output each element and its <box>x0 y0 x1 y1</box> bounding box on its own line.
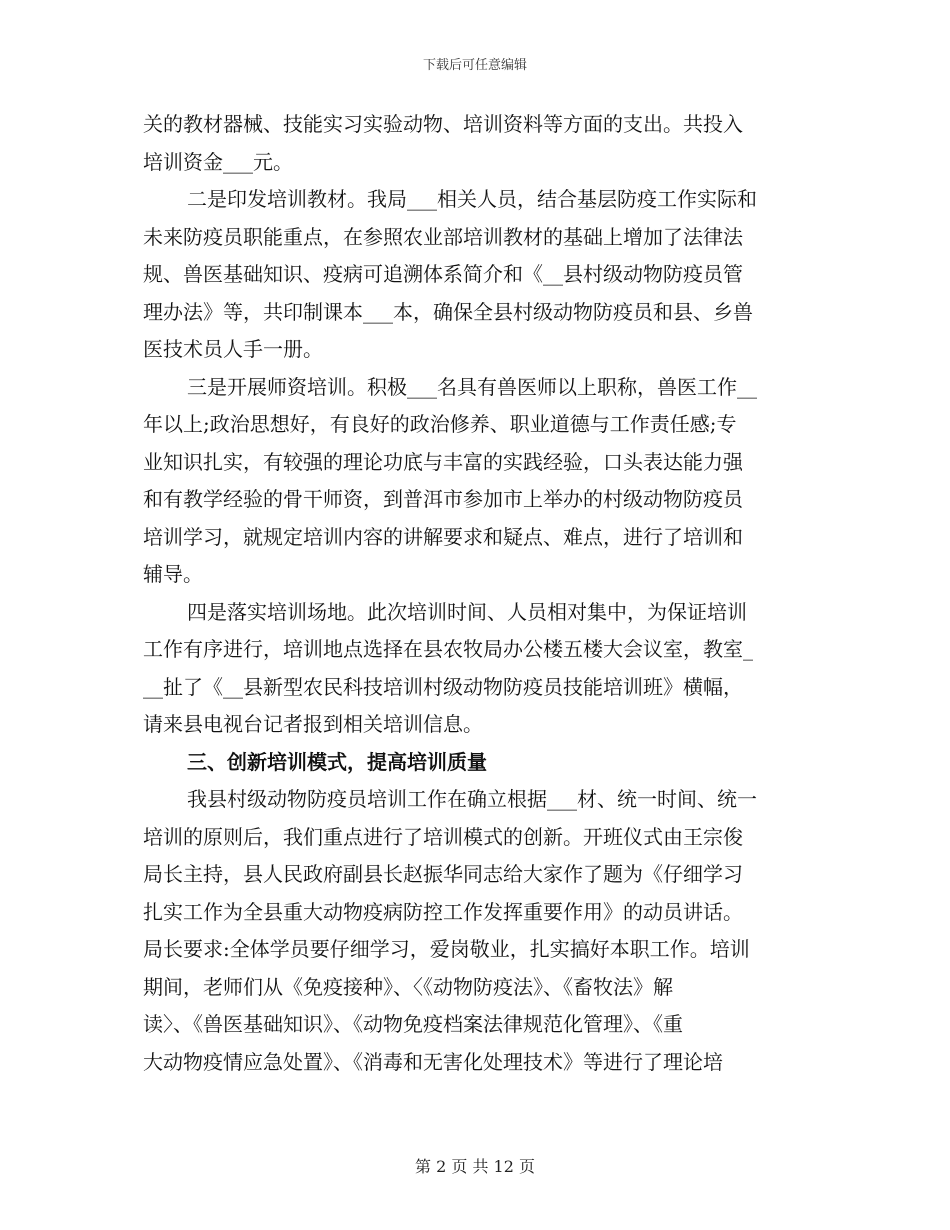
text-line: 规、兽医基础知识、疫病可追溯体系简介和《__县村级动物防疫员管 <box>143 262 743 286</box>
text-line: 辅导。 <box>143 562 203 586</box>
text-line: 业知识扎实，有较强的理论功底与丰富的实践经验，口头表达能力强 <box>143 449 743 474</box>
text-line: 和有教学经验的骨干师资，到普洱市参加市上举办的村级动物防疫员 <box>143 487 743 511</box>
text-line: 医技术员人手一册。 <box>143 337 323 361</box>
text-line: 大动物疫情应急处置》、《消毒和无害化处理技术》等进行了理论培 <box>143 1049 723 1074</box>
document-body <box>143 106 808 1081</box>
paragraph-start-line: 四是落实培训场地。此次培训时间、人员相对集中，为保证培训 <box>187 599 747 624</box>
paragraph-start-line: 二是印发培训教材。我局___相关人员，结合基层防疫工作实际和 <box>187 187 757 211</box>
text-line: 期间，老师们从《免疫接种》、〈《动物防疫法》、《畜牧法》解 <box>143 974 673 999</box>
text-line: 培训资金___元。 <box>143 149 293 174</box>
text-line: 理办法》等，共印制课本___本，确保全县村级动物防疫员和县、乡兽 <box>143 299 753 324</box>
text-line: 请来县电视台记者报到相关培训信息。 <box>143 712 483 736</box>
text-line: 扎实工作为全县重大动物疫病防控工作发挥重要作用》的动员讲话。 <box>143 899 743 924</box>
text-line: 局长要求:全体学员要仔细学习，爱岗敬业，扎实搞好本职工作。培训 <box>143 937 750 961</box>
text-line: __扯了《__县新型农民科技培训村级动物防疫员技能培训班》横幅， <box>143 674 743 699</box>
text-line: 关的教材器械、技能实习实验动物、培训资料等方面的支出。共投入 <box>143 112 743 136</box>
text-line: 局长主持，县人民政府副县长赵振华同志给大家作了题为《仔细学习 <box>143 862 743 886</box>
paragraph-start-line: 三是开展师资培训。积极___名具有兽医师以上职称，兽医工作__ <box>187 374 757 399</box>
text-line: 培训学习，就规定培训内容的讲解要求和疑点、难点，进行了培训和 <box>143 524 743 549</box>
text-line: 年以上;政治思想好，有良好的政治修养、职业道德与工作责任感;专 <box>143 412 737 436</box>
text-line: 工作有序进行，培训地点选择在县农牧局办公楼五楼大会议室，教室_ <box>143 637 753 661</box>
page-header: 下载后可任意编辑 <box>422 58 527 73</box>
text-line: 未来防疫员职能重点，在参照农业部培训教材的基础上增加了法律法 <box>143 224 743 249</box>
text-line: 读〉、《兽医基础知识》、《动物免疫档案法律规范化管理》、《重 <box>143 1012 683 1036</box>
section-heading: 三、创新培训模式，提高培训质量 <box>187 749 487 774</box>
text-line: 培训的原则后，我们重点进行了培训模式的创新。开班仪式由王宗俊 <box>143 824 743 849</box>
page-footer: 第 2 页 共 12 页 <box>415 1157 535 1176</box>
paragraph-start-line: 我县村级动物防疫员培训工作在确立根据___材、统一时间、统一 <box>187 787 757 811</box>
